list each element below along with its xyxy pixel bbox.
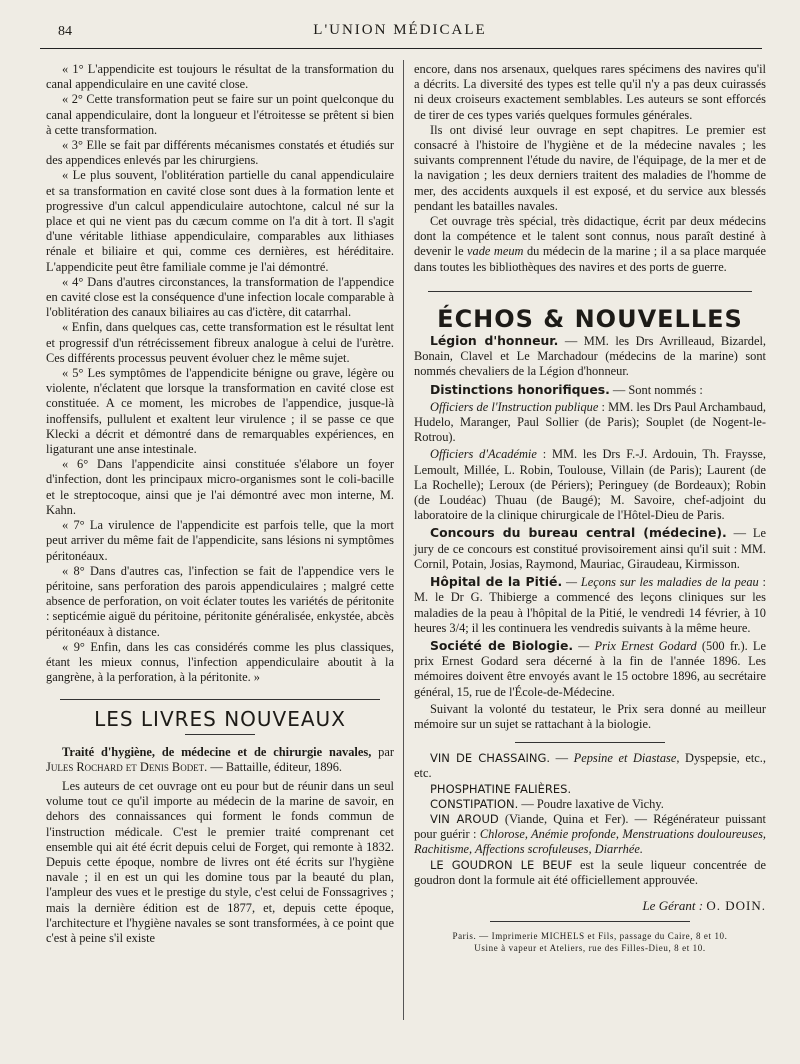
paragraph: « 1° L'appendicite est toujours le résultat de la transformation du canal appendiculaire en une cavité close. xyxy=(46,62,394,92)
paragraph: « Le plus souvent, l'oblitération partielle du canal appendiculaire et sa transformation en cavité close sont dues à la formation lente et progressive d'un calcul appendiculaire autochtone, calcul né sur la place et qui ne vient pas du cæcum comme on l'a dit à tort. Il s'agit d'une véritable lithiase appendiculaire, comparables aux lithiases rénale et biliaire et qui, comme ces dernières, est héréditaire. L'appendicite peut être familiale comme je l'ai démontré. xyxy=(46,168,394,274)
paragraph: « Enfin, dans quelques cas, cette transformation est le résultat lent et progressif d'un rétrécissement fibreux analogue à celui de l'urètre. Ces différents processus peuvent évoluer chez le même sujet. xyxy=(46,320,394,365)
paragraph: « 2° Cette transformation peut se faire sur un point quelconque du canal appendiculaire, dont la longueur et l'étroitesse se prêtent si bien à cette transformation. xyxy=(46,92,394,137)
imprint: Paris. — Imprimerie MICHELS et Fils, passage du Caire, 8 et 10. Usine à vapeur et Ateliers, rue des Filles-Dieu, 8 et 10. xyxy=(452,931,728,954)
page-header xyxy=(40,20,760,46)
review-continued: encore, dans nos arsenaux, quelques rares spécimens des navires qu'il a décrits. La diversité des types est telle qu'il n'y a pas deux cuirassés ni deux croiseurs exactement semblables. Les auteurs se sont efforcés de tirer de ces types variés quelques formules générales. xyxy=(414,62,766,122)
header-rule xyxy=(40,48,762,49)
imprint-rule xyxy=(490,921,690,922)
section-title-livres: LES LIVRES NOUVEAUX xyxy=(94,707,346,732)
page-number: 84 xyxy=(58,24,72,39)
paragraph: « 3° Elle se fait par différents mécanismes constatés et étudiés sur des appendices enlevés par les chirurgiens. xyxy=(46,138,394,168)
news-item: Distinctions honorifiques. — Sont nommés : xyxy=(430,381,703,397)
book-authors: Jules Rochard et Denis Bodet. xyxy=(46,759,208,774)
ad-item: LE GOUDRON LE BEUF est la seule liqueur concentrée de goudron dont la formule ait été officiellement approuvée. xyxy=(414,857,766,887)
news-item: Société de Biologie. — Prix Ernest Godard (500 fr.). Le prix Ernest Godard sera décerné à la fin de l'année 1896. Les mémoires doivent être envoyés avant le 15 octobre 1896, au secrétaire général, 15, rue de l'École-de-Médecine. xyxy=(414,637,766,699)
left-column xyxy=(46,62,394,946)
short-rule xyxy=(185,734,255,735)
news-item: Officiers de l'Instruction publique : MM. les Drs Paul Archambaud, Hudelo, Maranger, Paul Sollier (de Paris); Souplet (de Nogent-le-Rotrou). xyxy=(414,399,766,445)
ads-rule xyxy=(515,742,665,743)
news-item: Légion d'honneur. — MM. les Drs Avrilleaud, Bizardel, Bonain, Clavel et Le Marchadour (médecins de la marine) sont nommés chevaliers de la Légion d'honneur. xyxy=(414,333,766,379)
ad-item: VIN AROUD (Viande, Quina et Fer). — Régénérateur puissant pour guérir : Chlorose, Anémie profonde, Menstruations douloureuses, Rachitisme, Affections scrofuleuses, Diarrhée. xyxy=(414,811,766,857)
review-continued: Ils ont divisé leur ouvrage en sept chapitres. Le premier est consacré à l'histoire de l'hygiène et de la médecine navales ; les suivants comprennent l'étude du navire, de l'équipage, de la mer et de la navigation ; les deux derniers traitent des maladies de l'homme de mer, des accidents auxquels il est exposé, et du service aux blessés pendant les batailles navales. xyxy=(414,122,766,213)
right-column xyxy=(414,62,766,954)
book-heading xyxy=(46,745,394,775)
paragraph: « 9° Enfin, dans les cas considérés comme les plus classiques, étant les mieux connus, l'infection appendiculaire aboutit à la gangrène, à la perforation, à la péritonite. » xyxy=(46,639,394,685)
news-item: Hôpital de la Pitié. — Leçons sur les maladies de la peau : M. le Dr G. Thibierge a commencé des leçons cliniques sur les maladies de la peau à l'hôpital de la Pitié, le vendredi 14 février, à 10 heures 3/4; il les continuera les vendredis suivants à la même heure. xyxy=(414,574,766,635)
ads-list xyxy=(414,751,766,888)
paragraph: « 5° Les symptômes de l'appendicite bénigne ou grave, légère ou violente, n'éclatent que lorsque la transformation en cavité close est constituée. A ce moment, les microbes de l'appendice, jusque-là inoffensifs, pullulent et exaltent leur virulence ; il se passe ce que Klecki a décrit et démontré dans de remarquables expériences, en ligaturant une anse intestinale. xyxy=(46,366,394,457)
gerant-line: Le Gérant : O. DOIN. xyxy=(642,897,766,913)
paragraph: « 7° La virulence de l'appendicite est parfois telle, que la mort peut arriver du même fait de l'appendicite, sans lésions ni symptômes péritonéaux. xyxy=(46,518,394,563)
news-item: Concours du bureau central (médecine). — Le jury de ce concours est constitué provisoirement ainsi qu'il suit : MM. Cornil, Potain, Josias, Raymond, Mauriac, Giraudeau, Kirmisson. xyxy=(414,525,766,571)
section-rule xyxy=(428,291,752,292)
review-continued: Cet ouvrage très spécial, très didactique, écrit par deux médecins dont la compétence et le talent sont connus, nous paraît destiné à devenir le vade meum du médecin de la marine ; il a sa place marquée dans toutes les bibliothèques des navires et des ports de guerre. xyxy=(414,214,766,274)
section-rule xyxy=(60,699,380,700)
ad-item: PHOSPHATINE FALIÈRES. xyxy=(430,781,572,796)
news-item: Suivant la volonté du testateur, le Prix sera donné au meilleur mémoire sur un sujet se rattachant à la biologie. xyxy=(414,701,766,731)
ad-item: CONSTIPATION. — Poudre laxative de Vichy. xyxy=(430,796,664,811)
ad-item: VIN DE CHASSAING. — Pepsine et Diastase, Dyspepsie, etc., etc. xyxy=(414,751,766,781)
book-by: par xyxy=(378,744,394,759)
book-review: Les auteurs de cet ouvrage ont eu pour but de réunir dans un seul volume tout ce qu'il importe au médecin de la marine de savoir, en dehors des connaissances qui forment le fonds commun de l'instruction médicale. C'est le premier traité comprenant cet ensemble qui ait été écrit depuis celui de Forget, qui remonte à 1832. Depuis cette époque, nombre de livres ont été écrits sur l'hygiène navale ; il en est un qui les domine tous par la beauté du plan, l'ampleur des vues et le prestige du style, c'est celui de Fonssagrives ; mais la dernière édition est de 1877, et, depuis cette époque, l'architecture et l'hygiène navales se sont transformées, à ce point que c'est à peine s'il existe xyxy=(46,778,394,945)
section-title-echos: ÉCHOS & NOUVELLES xyxy=(437,304,743,333)
paragraph: « 6° Dans l'appendicite ainsi constituée s'élabore un foyer d'infection, dont les principaux micro-organismes sont le coli-bacille et le streptocoque, ainsi que je l'ai démontré avec mon interne, M. Kahn. xyxy=(46,457,394,517)
news-list xyxy=(414,333,766,732)
book-publisher: — Battaille, éditeur, 1896. xyxy=(207,759,343,774)
paragraph: « 4° Dans d'autres circonstances, la transformation de l'appendice en cavité close est la conséquence d'une infection locale comparable à l'oblitération des canaux biliaires au cas d'ictère, dit catarrhal. xyxy=(46,274,394,320)
running-head: L'UNION MÉDICALE xyxy=(313,22,487,38)
news-item: Officiers d'Académie : MM. les Drs F.-J. Ardouin, Th. Fraysse, Lemoult, Millée, L. Robin, Toulouse, Villain (de Paris); Laurent (de La Rochelle); Leroux (de Périers); Peringuey (de Bordeaux); Robin (de Loudéac) Thuau (de Baugé); M. Savoire, chef-adjoint du laboratoire de la clinique chirurgicale de l'Hôtel-Dieu de Paris. xyxy=(414,447,766,523)
column-divider xyxy=(403,60,404,1020)
paragraph: « 8° Dans d'autres cas, l'infection se fait de l'appendice vers le péritoine, sans perforation des parois appendiculaires ; malgré cette absence de perforation, on voit éclater toutes les variétés de péritonite : septicémie aiguë du péritoine, péritonite généralisée, enkystée, abcès péritonéaux à distance. xyxy=(46,563,394,639)
book-title: Traité d'hygiène, de médecine et de chirurgie navales, xyxy=(62,744,372,759)
